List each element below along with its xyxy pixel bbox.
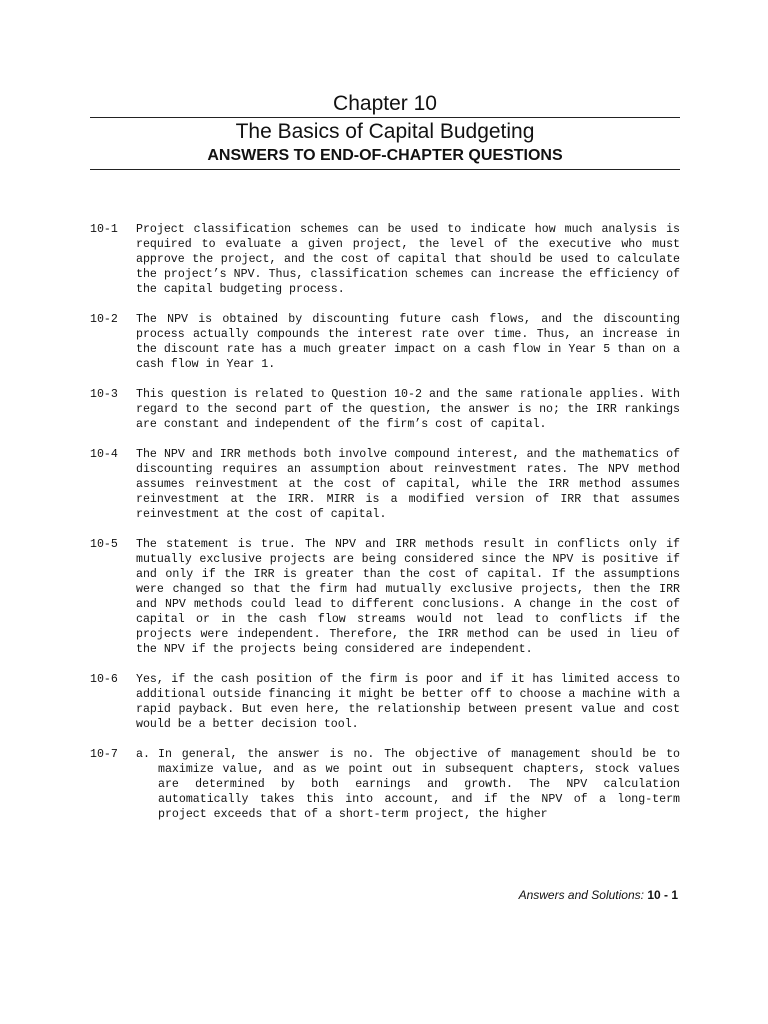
answer-item [90, 537, 680, 657]
question-number: 10-1 [90, 223, 118, 236]
sub-answer-text: In general, the answer is no. The objective of management should be to maximize value, and as we point out in subsequent chapters, stock values are determined by both earnings and growth. The NPV calculation automatically takes this into account, and if the NPV of a long-term project exceeds that of a short-term project, the higher [158, 748, 680, 821]
answer-item [90, 312, 680, 372]
sub-answer [136, 747, 680, 822]
answer-item [90, 672, 680, 732]
answer-text: Project classification schemes can be used to indicate how much analysis is required to evaluate a given project, the level of the executive who must approve the project, and the cost of capital that should be used to calculate the project’s NPV. Thus, classification schemes can increase the efficiency of the capital budgeting process. [136, 223, 680, 296]
question-number: 10-4 [90, 448, 118, 461]
header-rule-bottom [90, 169, 680, 170]
answer-text: The statement is true. The NPV and IRR methods result in conflicts only if mutually exclusive projects are being considered since the NPV is positive if and only if the IRR is greater than the cost of capital. If the assumptions were changed so that the firm had mutually exclusive projects, then the IRR and NPV methods could lead to different conclusions. A change in the cost of capital or in the cash flow streams would not lead to conflicts if the projects were independent. Therefore, the IRR method can be used in lieu of the NPV if the projects being considered are independent. [136, 538, 680, 656]
section-subtitle: ANSWERS TO END-OF-CHAPTER QUESTIONS [207, 147, 563, 164]
chapter-header [90, 90, 680, 170]
question-number: 10-2 [90, 313, 118, 326]
answer-text: Yes, if the cash position of the firm is poor and if it has limited access to additional outside financing it might be better off to choose a machine with a rapid payback. But even here, the relationship between present value and cost would be a better decision tool. [136, 673, 680, 731]
page-number: 10 - 1 [647, 888, 678, 902]
answer-item [90, 387, 680, 432]
answer-text: The NPV is obtained by discounting future cash flows, and the discounting process actually compounds the interest rate over time. Thus, an increase in the discount rate has a much greater impact on a cash flow in Year 5 than on a cash flow in Year 1. [136, 313, 680, 371]
answer-body [136, 747, 680, 822]
answer-item [90, 447, 680, 522]
question-number: 10-7 [90, 748, 118, 761]
answer-item [90, 222, 680, 297]
answer-item [90, 747, 680, 822]
sub-answer-label: a. [136, 748, 150, 761]
page-footer [519, 888, 678, 902]
answer-text: The NPV and IRR methods both involve compound interest, and the mathematics of discounting requires an assumption about reinvestment rates. The NPV method assumes reinvestment at the cost of capital, while the IRR method assumes reinvestment at the IRR. MIRR is a modified version of IRR that assumes reinvestment at the cost of capital. [136, 448, 680, 521]
question-number: 10-3 [90, 388, 118, 401]
answers-list [90, 222, 680, 837]
chapter-title: The Basics of Capital Budgeting [235, 120, 535, 143]
chapter-number: Chapter 10 [333, 92, 437, 115]
footer-label: Answers and Solutions: [518, 888, 644, 902]
answer-text: This question is related to Question 10-2 and the same rationale applies. With regard to the second part of the question, the answer is no; the IRR rankings are constant and independent of the firm’s cost of capital. [136, 388, 680, 431]
question-number: 10-6 [90, 673, 118, 686]
question-number: 10-5 [90, 538, 118, 551]
